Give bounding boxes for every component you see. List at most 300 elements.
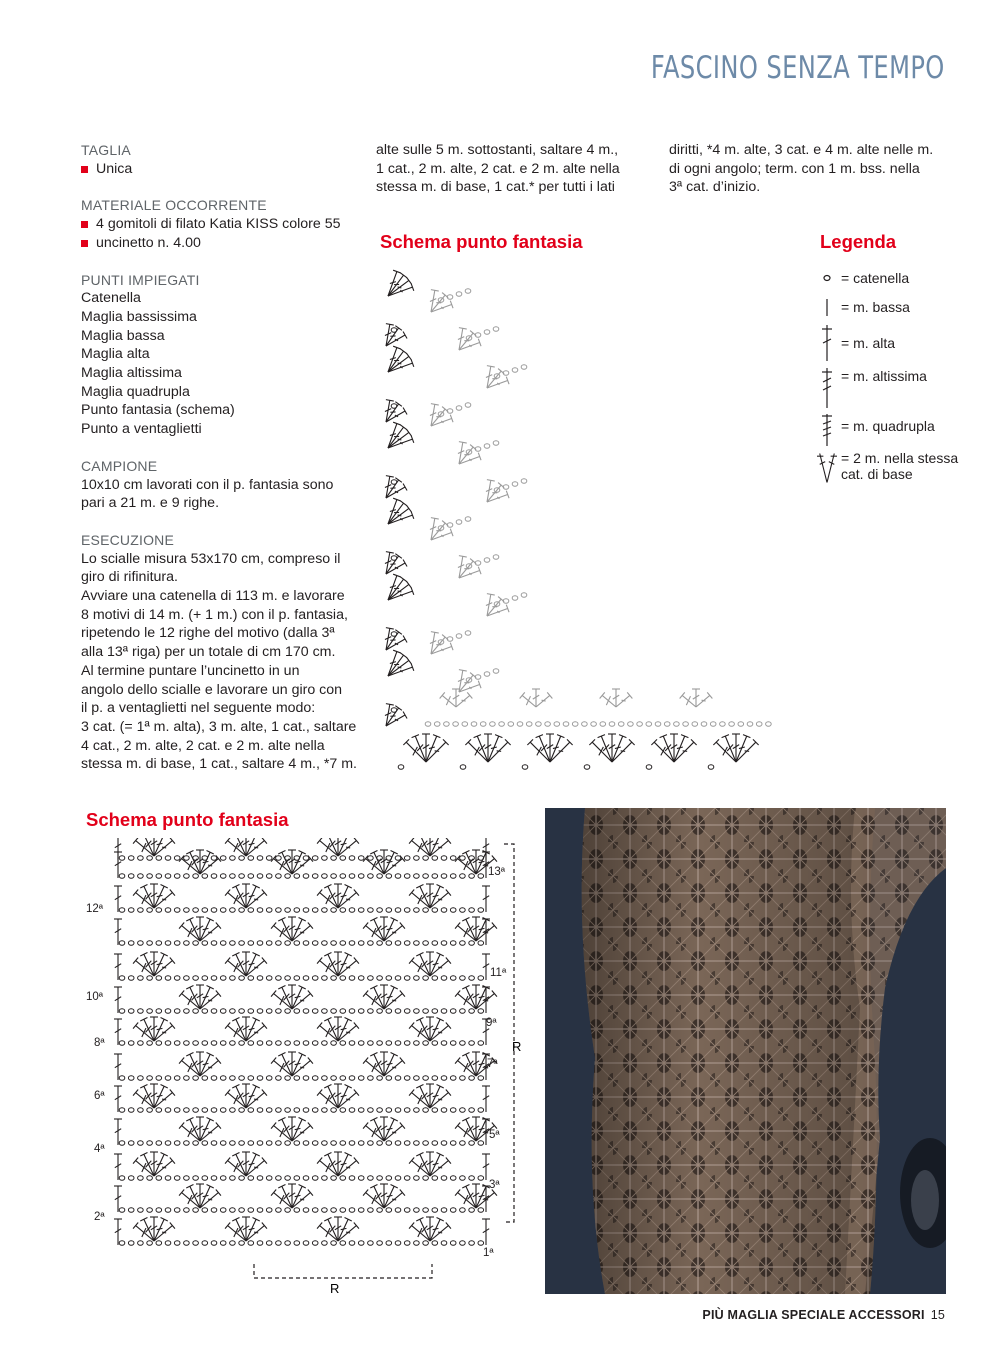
chain-stitch (377, 1009, 383, 1013)
chain-stitch (119, 941, 125, 945)
chain-stitch (368, 856, 374, 860)
chain-stitch (294, 1108, 300, 1112)
chain-stitch (276, 1208, 282, 1212)
chain-stitch (414, 1108, 420, 1112)
dc-stitch (320, 841, 338, 856)
chain-stitch (239, 1041, 245, 1045)
chain-stitch (138, 1208, 144, 1212)
chain-stitch (331, 1009, 337, 1013)
dc-stitch (200, 919, 210, 941)
chain-stitch (414, 874, 420, 878)
dc-stitch (154, 1226, 172, 1241)
chain-stitch (478, 874, 484, 878)
dc-stitch (320, 1226, 338, 1241)
chain-stitch (377, 1108, 383, 1112)
chain-stitch (441, 941, 447, 945)
chain-stitch (358, 1241, 364, 1245)
text-line: Avviare una catenella di 113 m. e lavorare (81, 588, 345, 605)
chain-stitch (220, 908, 226, 912)
chain-stitch (441, 1108, 447, 1112)
dc-stitch (366, 859, 384, 874)
chain-stitch (358, 874, 364, 878)
chain-stitch (266, 1141, 272, 1145)
chain-stitch (276, 874, 282, 878)
chain-stitch (184, 908, 190, 912)
chain-stitch (478, 1108, 484, 1112)
chain-stitch (257, 908, 263, 912)
chain-stitch (230, 856, 236, 860)
chain-stitch (220, 874, 226, 878)
chain-stitch (521, 593, 527, 597)
chain-stitch (432, 1241, 438, 1245)
chain-stitch (211, 1108, 217, 1112)
chain-stitch (147, 1241, 153, 1245)
text-line: pari a 21 m. e 9 righe. (81, 495, 220, 512)
page-header-title: FASCINO SENZA TEMPO (651, 50, 945, 86)
chain-stitch (484, 444, 490, 448)
dc-stitch (612, 736, 623, 762)
dc-stitch (246, 1093, 264, 1108)
dc-stitch (292, 926, 310, 941)
chain-stitch (432, 856, 438, 860)
chain-stitch (358, 1176, 364, 1180)
chain-stitch (469, 976, 475, 980)
chain-stitch (441, 856, 447, 860)
chain-stitch (395, 1208, 401, 1212)
dc-stitch (246, 954, 256, 976)
chain-stitch (395, 1176, 401, 1180)
chain-stitch (331, 976, 337, 980)
chain-stitch (377, 1076, 383, 1080)
chain-stitch (303, 1009, 309, 1013)
dc-stitch (550, 736, 561, 762)
repeat-label-bottom: R (330, 1281, 340, 1296)
chain-stitch (404, 976, 410, 980)
chain-stitch (220, 1076, 226, 1080)
dc-stitch (292, 1061, 310, 1076)
chain-stitch (747, 722, 753, 726)
text-line: il p. a ventaglietti nel seguente modo: (81, 700, 316, 717)
chain-stitch (312, 856, 318, 860)
chain-stitch (377, 908, 383, 912)
chain-stitch (349, 1076, 355, 1080)
schema-top-heading: Schema punto fantasia (380, 231, 583, 252)
text-line: Punto fantasia (schema) (81, 402, 235, 419)
text-line: Punto a ventaglietti (81, 421, 202, 438)
dc-stitch (154, 954, 164, 976)
chain-stitch (478, 1076, 484, 1080)
footer-magazine-name: PIÙ MAGLIA SPECIALE ACCESSORI (702, 1308, 925, 1322)
chain-stitch (257, 1076, 263, 1080)
chain-stitch (340, 1141, 346, 1145)
chain-stitch (322, 1141, 328, 1145)
list-item: uncinetto n. 4.00 (81, 234, 361, 253)
text-line: 3 cat. (= 1ª m. alta), 3 m. alte, 1 cat., saltare (81, 718, 357, 735)
chain-stitch (312, 941, 318, 945)
chain-stitch (395, 1041, 401, 1045)
chain-stitch (460, 908, 466, 912)
dc-stitch (246, 893, 264, 908)
chain-stitch (294, 874, 300, 878)
dc-stitch (320, 961, 338, 976)
row-label: 7ª (487, 1058, 498, 1070)
dc-stitch (430, 1219, 440, 1241)
chain-stitch (285, 1041, 291, 1045)
chain-stitch (710, 722, 716, 726)
chain-stitch (349, 856, 355, 860)
chain-stitch (239, 941, 245, 945)
chain-stitch (322, 1076, 328, 1080)
chain-stitch (276, 976, 282, 980)
chain-stitch (174, 1009, 180, 1013)
chain-stitch (128, 874, 134, 878)
dc-stitch (200, 859, 218, 874)
chain-stitch (469, 1241, 475, 1245)
chain-stitch (469, 1208, 475, 1212)
chain-stitch (460, 856, 466, 860)
chain-stitch (239, 976, 245, 980)
chain-stitch (465, 631, 471, 635)
chain-stitch (460, 1241, 466, 1245)
chain-stitch (460, 1108, 466, 1112)
chain-stitch (174, 856, 180, 860)
chain-stitch (119, 856, 125, 860)
chain-stitch (582, 722, 588, 726)
chain-stitch (414, 1241, 420, 1245)
chain-stitch (432, 874, 438, 878)
chain-stitch (460, 1208, 466, 1212)
chain-stitch (138, 1108, 144, 1112)
chain-stitch (349, 941, 355, 945)
chain-stitch (349, 874, 355, 878)
dc-stitch (182, 1126, 200, 1141)
chain-stitch (303, 874, 309, 878)
chain-stitch (147, 1009, 153, 1013)
chain-stitch (377, 941, 383, 945)
chain-stitch (493, 327, 499, 331)
chain-stitch (460, 941, 466, 945)
chain-stitch (174, 1041, 180, 1045)
chain-stitch (202, 1141, 208, 1145)
chain-stitch (303, 1076, 309, 1080)
chain-stitch (248, 908, 254, 912)
chain-stitch (349, 1176, 355, 1180)
chain-stitch (147, 1108, 153, 1112)
chain-stitch (469, 1009, 475, 1013)
chain-stitch (471, 722, 477, 726)
chain-stitch (499, 722, 505, 726)
chain-stitch (156, 941, 162, 945)
chain-stitch (147, 941, 153, 945)
section-heading: MATERIALE OCCORRENTE (81, 197, 267, 214)
dc-stitch (246, 961, 264, 976)
chain-stitch (554, 722, 560, 726)
chain-stitch (230, 1176, 236, 1180)
dc-stitch (384, 1193, 402, 1208)
chain-stitch (441, 1241, 447, 1245)
dc-stitch (430, 954, 440, 976)
chain-stitch (303, 976, 309, 980)
chain-stitch (572, 722, 578, 726)
chain-stitch (395, 874, 401, 878)
chain-stitch (220, 1176, 226, 1180)
chain-stitch (165, 1141, 171, 1145)
chain-stitch (331, 1208, 337, 1212)
chain-stitch (184, 1108, 190, 1112)
chain-stitch (165, 856, 171, 860)
chain-stitch (266, 1041, 272, 1045)
dc-stitch (725, 736, 736, 762)
chain-stitch (119, 874, 125, 878)
chain-stitch (450, 976, 456, 980)
chain-stitch (174, 1108, 180, 1112)
chain-stitch (404, 1241, 410, 1245)
dc-stitch (477, 736, 488, 762)
chain-stitch (202, 856, 208, 860)
chain-stitch (147, 1208, 153, 1212)
chain-stitch (441, 1176, 447, 1180)
chain-stitch (156, 976, 162, 980)
chain-stitch (174, 941, 180, 945)
page-footer (702, 1308, 945, 1322)
dc-stitch (386, 335, 405, 346)
chain-stitch (340, 976, 346, 980)
chain-stitch (257, 1041, 263, 1045)
chain-stitch (414, 941, 420, 945)
chain-stitch (303, 1041, 309, 1045)
chain-stitch (423, 1176, 429, 1180)
dc-stitch (384, 919, 394, 941)
chain-stitch (460, 874, 466, 878)
chain-stitch (147, 1141, 153, 1145)
section-heading: PUNTI IMPIEGATI (81, 271, 200, 288)
chain-stitch (460, 1141, 466, 1145)
dc-stitch (338, 954, 348, 976)
dc-stitch (442, 695, 456, 707)
chain-stitch (450, 1076, 456, 1080)
chain-stitch (202, 1241, 208, 1245)
chain-stitch (165, 1076, 171, 1080)
chain-stitch (184, 856, 190, 860)
dc-stitch (274, 1126, 292, 1141)
chain-stitch (165, 1041, 171, 1045)
chain-stitch (508, 722, 514, 726)
chain-stitch (469, 1176, 475, 1180)
chain-stitch (349, 1009, 355, 1013)
chain-stitch (368, 1041, 374, 1045)
dc-stitch (384, 1119, 394, 1141)
chain-stitch (414, 1009, 420, 1013)
chain-stitch (248, 1141, 254, 1145)
chain-stitch (377, 1141, 383, 1145)
dc-stitch (384, 987, 394, 1009)
dc-stitch (338, 1161, 356, 1176)
dc-stitch (476, 994, 494, 1009)
dc-stitch (430, 841, 448, 856)
chain-stitch (266, 941, 272, 945)
chain-stitch (138, 874, 144, 878)
dc-stitch (200, 1186, 210, 1208)
chain-stitch (404, 1108, 410, 1112)
row-label: 8ª (94, 1037, 105, 1049)
chain-stitch (423, 1076, 429, 1080)
chain-stitch (257, 1208, 263, 1212)
chain-stitch (432, 941, 438, 945)
chain-stitch (266, 1241, 272, 1245)
dc-stitch (136, 841, 154, 856)
dc-stitch (601, 736, 612, 762)
dc-stitch (292, 1119, 302, 1141)
chain-stitch (423, 1208, 429, 1212)
chain-stitch (322, 1176, 328, 1180)
chain-stitch (398, 765, 404, 769)
chain-stitch (147, 1041, 153, 1045)
chain-stitch (368, 941, 374, 945)
chain-stitch (456, 634, 462, 638)
chain-stitch (478, 1241, 484, 1245)
chain-stitch (184, 1009, 190, 1013)
chain-stitch (156, 908, 162, 912)
chain-stitch (404, 1141, 410, 1145)
chain-stitch (450, 908, 456, 912)
dc-stitch (136, 1161, 154, 1176)
dc-stitch (366, 926, 384, 941)
chain-stitch (184, 1241, 190, 1245)
chain-stitch (404, 874, 410, 878)
chain-stitch (211, 1041, 217, 1045)
chain-stitch (156, 856, 162, 860)
chain-stitch (720, 722, 726, 726)
chain-stitch (331, 908, 337, 912)
chain-stitch (239, 1208, 245, 1212)
dc-stitch (430, 1019, 440, 1041)
dc-stitch (430, 1161, 448, 1176)
section-taglia (81, 141, 361, 178)
chain-stitch (119, 1141, 125, 1145)
row-label: 3ª (489, 1179, 500, 1191)
chain-stitch (202, 908, 208, 912)
chain-stitch (414, 1076, 420, 1080)
section-punti (81, 271, 361, 439)
chain-stitch (349, 1208, 355, 1212)
dc-stitch (154, 1154, 164, 1176)
chain-stitch (276, 1076, 282, 1080)
chain-stitch (174, 1208, 180, 1212)
chain-stitch (193, 976, 199, 980)
chain-stitch (276, 1176, 282, 1180)
text-line: 8 motivi di 14 m. (+ 1 m.) con il p. fantasia, (81, 606, 348, 623)
chain-stitch (450, 1208, 456, 1212)
chain-stitch (193, 1076, 199, 1080)
dc-stitch (430, 1226, 448, 1241)
chain-stitch (423, 1041, 429, 1045)
dc-stitch (386, 639, 405, 650)
chain-stitch (276, 1009, 282, 1013)
chain-stitch (248, 1241, 254, 1245)
chain-stitch (708, 765, 714, 769)
chain-stitch (138, 1009, 144, 1013)
dc-stitch (384, 1186, 394, 1208)
chain-stitch (414, 1208, 420, 1212)
chain-stitch (358, 1141, 364, 1145)
chain-stitch (294, 1208, 300, 1212)
dc-stitch (182, 859, 200, 874)
chain-stitch (119, 908, 125, 912)
dc-stitch (154, 1086, 164, 1108)
instructions-column-1 (81, 141, 361, 792)
dc-stitch (246, 1161, 264, 1176)
chain-stitch (517, 722, 523, 726)
text-line: alla 13ª riga) per un totale di cm 170 cm. (81, 644, 336, 661)
list-item: 4 gomitoli di filato Katia KISS colore 55 (81, 215, 361, 234)
chain-stitch (312, 1076, 318, 1080)
chain-stitch (193, 1041, 199, 1045)
chain-stitch (450, 1009, 456, 1013)
text-line: Catenella (81, 290, 141, 307)
dc-stitch (154, 1093, 172, 1108)
chain-stitch (368, 1108, 374, 1112)
chain-stitch (138, 908, 144, 912)
chain-stitch (404, 941, 410, 945)
row-label: 10ª (86, 991, 104, 1003)
chain-stitch (450, 941, 456, 945)
chain-stitch (294, 1241, 300, 1245)
chain-stitch (484, 558, 490, 562)
dc-stitch (182, 1061, 200, 1076)
chain-stitch (432, 1108, 438, 1112)
chain-stitch (294, 856, 300, 860)
dc-stitch (663, 736, 674, 762)
chain-stitch (368, 976, 374, 980)
dc-stitch (384, 1061, 402, 1076)
chain-stitch (738, 722, 744, 726)
chain-stitch (147, 1176, 153, 1180)
dc-stitch (228, 961, 246, 976)
chain-stitch (184, 1141, 190, 1145)
chain-stitch (469, 941, 475, 945)
dc-stitch (616, 695, 630, 707)
chain-stitch (156, 1009, 162, 1013)
chain-stitch (432, 908, 438, 912)
chain-stitch (239, 1076, 245, 1080)
chain-stitch (165, 908, 171, 912)
dc-stitch (228, 1093, 246, 1108)
chain-stitch (628, 722, 634, 726)
chain-stitch (469, 1041, 475, 1045)
chain-stitch (193, 1176, 199, 1180)
dc-stitch (536, 695, 550, 707)
chain-stitch (637, 722, 643, 726)
dc-stitch (246, 886, 256, 908)
chain-stitch (248, 976, 254, 980)
dc-stitch (386, 487, 405, 498)
chain-stitch (462, 722, 468, 726)
chain-stitch (303, 1176, 309, 1180)
section-heading: CAMPIONE (81, 457, 158, 474)
text-line: Maglia bassissima (81, 308, 197, 325)
chain-stitch (266, 976, 272, 980)
chain-stitch (303, 856, 309, 860)
section-campione (81, 457, 361, 513)
chain-stitch (285, 908, 291, 912)
chain-stitch (331, 856, 337, 860)
chain-stitch (395, 1108, 401, 1112)
list-item: Unica (81, 160, 361, 179)
chain-stitch (609, 722, 615, 726)
text-line: Maglia bassa (81, 327, 165, 344)
chain-stitch (377, 1176, 383, 1180)
chain-stitch (404, 1208, 410, 1212)
